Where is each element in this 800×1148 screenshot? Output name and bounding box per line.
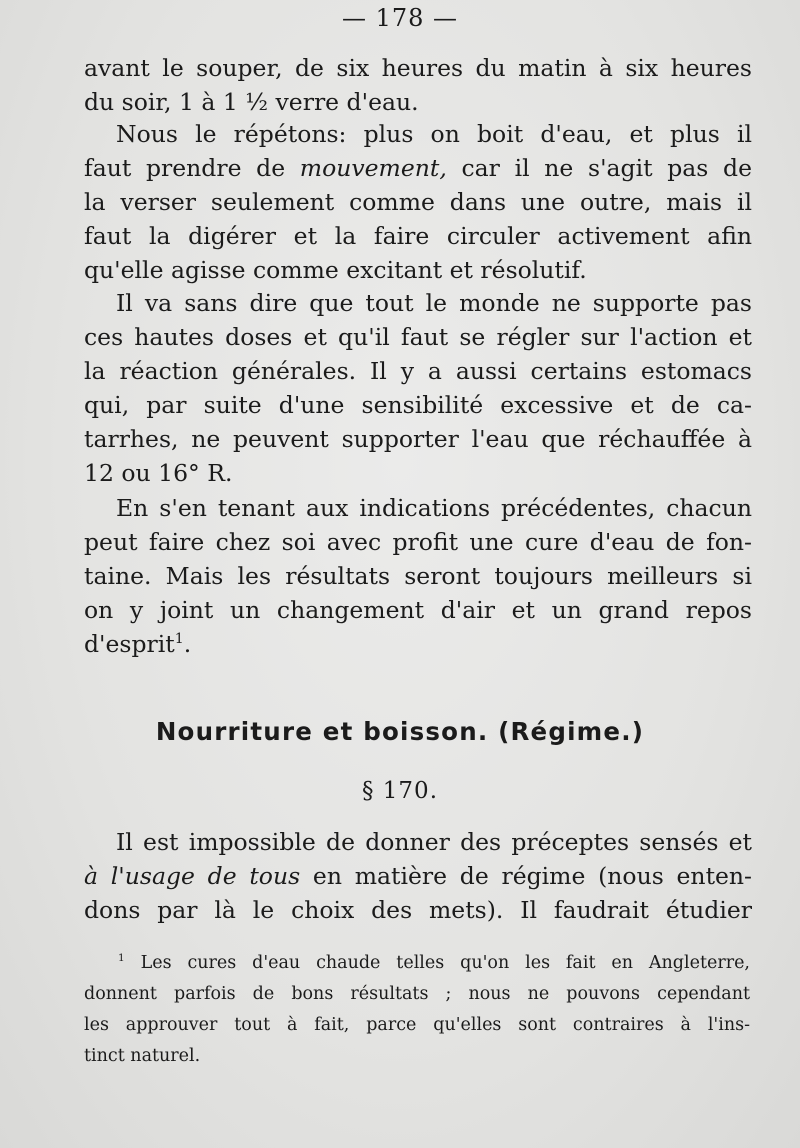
text-line xyxy=(84,627,752,661)
text-line: faut la digérer et la faire circuler activement afin xyxy=(84,222,752,250)
text-line: En s'en tenant aux indications précédentes, chacun xyxy=(116,494,752,522)
paragraph-continuation xyxy=(84,51,752,119)
paragraph-regime xyxy=(84,825,752,927)
section-heading: Nourriture et boisson. (Régime.) xyxy=(155,717,645,746)
paragraph-mouvement xyxy=(84,117,752,287)
emphasis-mouvement: mouvement, xyxy=(299,154,447,182)
footnote-marker: 1 xyxy=(118,952,125,965)
text-line: la verser seulement comme dans une outre, mais il xyxy=(84,188,752,216)
text-segment: faut prendre de xyxy=(84,154,300,182)
footnote xyxy=(84,948,750,1072)
text-line: on y joint un changement d'air et un grand repos xyxy=(84,596,752,624)
section-number: § 170. xyxy=(361,778,439,804)
text-line: la réaction générales. Il y a aussi certains estomacs xyxy=(84,357,752,385)
text-line xyxy=(84,859,752,893)
paragraph-cure xyxy=(84,491,752,661)
text-line: qui, par suite d'une sensibilité excessive et de ca- xyxy=(84,391,752,419)
page-number: — 178 — xyxy=(341,4,459,32)
text-line: du soir, 1 à 1 ½ verre d'eau. xyxy=(84,88,419,116)
footnote-line: tinct naturel. xyxy=(84,1046,201,1066)
text-line: tarrhes, ne peuvent supporter l'eau que réchauffée à xyxy=(84,425,752,453)
text-line: Il va sans dire que tout le monde ne supporte pas xyxy=(116,289,752,317)
text-line xyxy=(84,151,752,185)
text-segment: Les cures d'eau chaude telles qu'on les fait en Angleterre, xyxy=(140,953,750,973)
emphasis-usage: à l'usage de tous xyxy=(84,862,301,890)
text-line: peut faire chez soi avec profit une cure d'eau de fon- xyxy=(84,528,752,556)
text-line: Nous le répétons: plus on boit d'eau, et plus il xyxy=(116,120,752,148)
footnote-reference: 1 xyxy=(174,631,184,648)
text-line: dons par là le choix des mets). Il faudrait étudier xyxy=(84,896,752,924)
footnote-line xyxy=(84,948,750,979)
text-line: avant le souper, de six heures du matin à six heures xyxy=(84,54,752,82)
text-segment: d'esprit xyxy=(84,630,175,658)
text-segment: car il ne s'agit pas de xyxy=(446,154,752,182)
text-segment: . xyxy=(183,630,192,658)
text-segment: en matière de régime (nous enten- xyxy=(300,862,752,890)
text-line: Il est impossible de donner des préceptes sensés et xyxy=(116,828,752,856)
paragraph-doses xyxy=(84,286,752,490)
text-line: taine. Mais les résultats seront toujours meilleurs si xyxy=(84,562,752,590)
footnote-line: les approuver tout à fait, parce qu'elles sont contraires à l'ins- xyxy=(84,1015,750,1035)
text-line: ces hautes doses et qu'il faut se régler sur l'action et xyxy=(84,323,752,351)
text-line: 12 ou 16° R. xyxy=(84,459,233,487)
text-line: qu'elle agisse comme excitant et résolutif. xyxy=(84,256,587,284)
footnote-line: donnent parfois de bons résultats ; nous ne pouvons cependant xyxy=(84,984,750,1004)
